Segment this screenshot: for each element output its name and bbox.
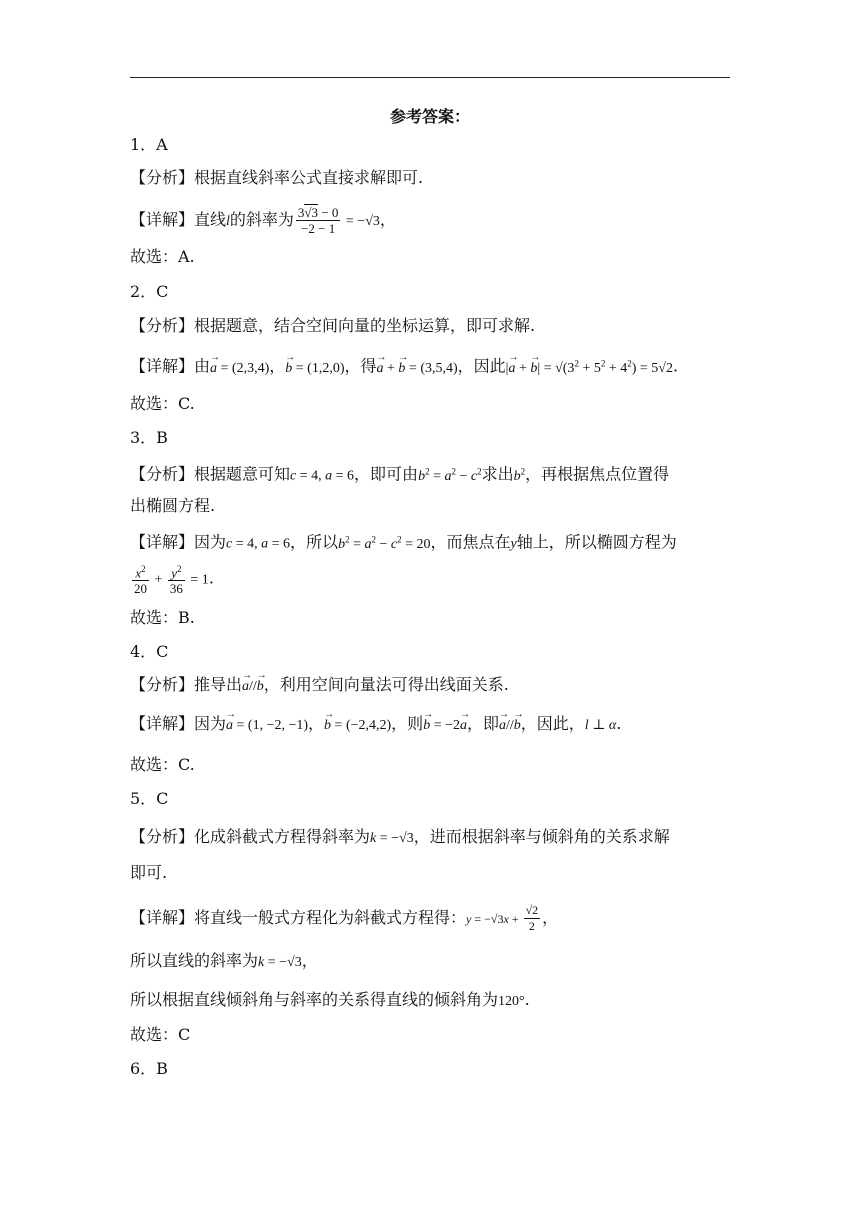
angle-text: 所以根据直线倾斜角与斜率的关系得直线的倾斜角为120°. [130, 990, 530, 1009]
answer-number: 2．C [130, 282, 169, 301]
analysis-text: 【分析】根据题意，结合空间向量的坐标运算，即可求解. [130, 316, 536, 335]
analysis-text: 【分析】推导出→ a//→ b，利用空间向量法可得出线面关系. [130, 674, 509, 698]
choice-text: 故选：C. [130, 755, 195, 774]
page-title: 参考答案： [389, 107, 470, 126]
detail-text: 【详解】直线l的斜率为 $\frac{3√3 - 0}{-2 - 1}$ = −√3， [130, 205, 396, 236]
slope-text: 所以直线的斜率为k = −√3， [130, 951, 318, 970]
slope-fraction: $\frac{3√3 - 0}{-2 - 1}$ [297, 205, 339, 236]
answer-number: 1．A [130, 135, 168, 154]
analysis-text: 【分析】根据题意可知c = 4, a = 6，即可由$b^2 = a^2 - c^2$求出$b^2$，再根据焦点位置得 [130, 464, 670, 484]
ellipse-equation: $\frac{x^2}{20}$ + $\frac{y^2}{36}$ = 1. [134, 564, 214, 597]
detail-text: 【详解】将直线一般式方程化为斜截式方程得：y = −√3x + $\frac{√2}{2}$ ， [130, 903, 559, 933]
analysis-text: 【分析】根据直线斜率公式直接求解即可. [130, 168, 424, 187]
analysis-text: 【分析】化成斜截式方程得斜率为k = −√3，进而根据斜率与倾斜角的关系求解 [130, 827, 670, 846]
analysis-text-2: 即可. [130, 863, 168, 882]
choice-text: 故选：A. [130, 247, 195, 266]
header-rule [130, 77, 730, 78]
answer-number: 6．B [130, 1059, 168, 1078]
detail-text: 【详解】因为→ a = (1, −2, −1)，→ b = (−2,4,2)，则→ b = −2→ a，即→ a//→ b，因此，l ⊥ α. [130, 713, 621, 737]
choice-text: 故选：B. [130, 608, 195, 627]
answer-number: 4．C [130, 642, 169, 661]
answer-number: 3．B [130, 428, 168, 447]
answer-number: 5．C [130, 789, 169, 808]
detail-text: 【详解】由→ a = (2,3,4)，→ b = (1,2,0)，得→ a + → b = (3,5,4)，因此|→ a + → $b| = √(3^2 + 5^2 + 4^2) = 5√2$. [130, 352, 678, 380]
detail-text: 【详解】因为c = 4, a = 6，所以$b^2 = a^2 - c^2 = 20$，而焦点在y轴上，所以椭圆方程为 [130, 532, 677, 552]
choice-text: 故选：C. [130, 394, 195, 413]
analysis-text-2: 出椭圆方程. [130, 496, 216, 515]
choice-text: 故选：C [130, 1025, 191, 1044]
